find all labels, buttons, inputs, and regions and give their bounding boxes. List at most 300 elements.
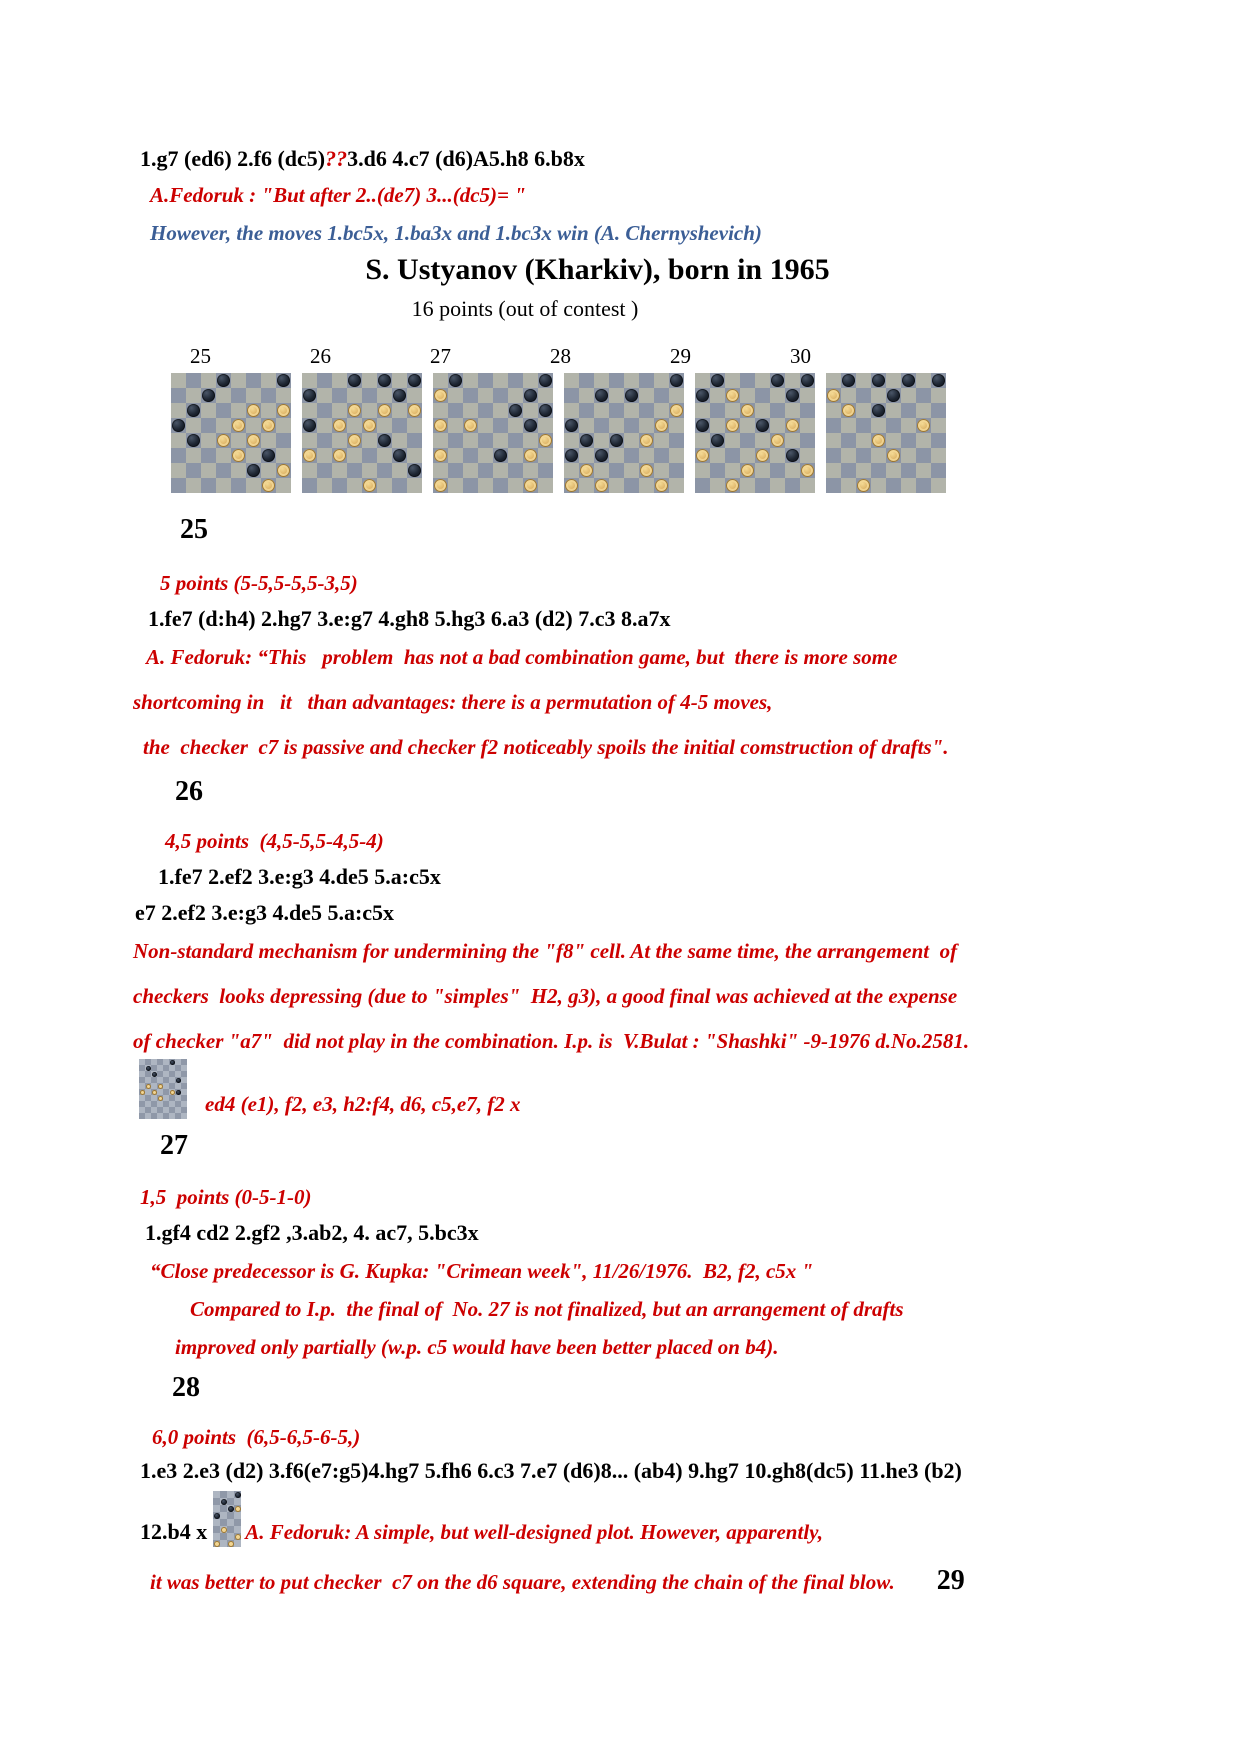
board-square [493, 418, 508, 433]
board-square [841, 463, 856, 478]
board-square [800, 403, 815, 418]
board-square [276, 388, 291, 403]
board-square [800, 388, 815, 403]
board-square [886, 373, 901, 388]
board-square [841, 478, 856, 493]
board-square [448, 463, 463, 478]
board-square [931, 418, 946, 433]
board-square [725, 433, 740, 448]
white-checker [235, 1534, 241, 1540]
board-square [362, 373, 377, 388]
black-checker [202, 389, 215, 402]
board-square [433, 463, 448, 478]
section-26-points: 4,5 points (4,5-5,5-4,5-4) [165, 829, 384, 853]
board-square [478, 403, 493, 418]
board-square [508, 448, 523, 463]
board-square [234, 1519, 241, 1526]
white-checker [277, 404, 290, 417]
section-26-comment-line: of checker "a7" did not play in the combination. I.p. is V.Bulat : "Shashki" -9-1976 d.No.2581. [133, 1029, 970, 1053]
board-square [609, 403, 624, 418]
board-square [916, 388, 931, 403]
board-square [886, 463, 901, 478]
board-square [710, 463, 725, 478]
black-checker [217, 374, 230, 387]
board-square [826, 403, 841, 418]
board-square [710, 388, 725, 403]
board-square [231, 403, 246, 418]
board-square [594, 463, 609, 478]
board-square [856, 418, 871, 433]
board-square [448, 403, 463, 418]
board-square [654, 433, 669, 448]
board-square [448, 388, 463, 403]
board-square [347, 448, 362, 463]
intro-moves-line [140, 145, 1240, 173]
board-square [710, 403, 725, 418]
black-checker [565, 419, 578, 432]
board-square [609, 478, 624, 493]
white-checker [524, 449, 537, 462]
board-square [856, 388, 871, 403]
white-checker [232, 419, 245, 432]
white-checker [756, 449, 769, 462]
black-checker [565, 449, 578, 462]
board-square [740, 478, 755, 493]
white-checker [771, 434, 784, 447]
board-square [478, 433, 493, 448]
board-square [841, 418, 856, 433]
board-square [710, 478, 725, 493]
board-square [695, 403, 710, 418]
board-square [710, 418, 725, 433]
black-checker [152, 1072, 157, 1077]
black-checker [176, 1078, 181, 1083]
board-square [261, 433, 276, 448]
board-square [770, 448, 785, 463]
section-25-number: 25 [180, 514, 208, 545]
black-checker [494, 449, 507, 462]
board-square [433, 373, 448, 388]
board-square [171, 388, 186, 403]
white-checker [232, 449, 245, 462]
board-square [201, 403, 216, 418]
board-square [347, 418, 362, 433]
intro-chernyshevich-note: However, the moves 1.bc5x, 1.ba3x and 1.bc3x win (A. Chernyshevich) [150, 221, 762, 245]
board-square [377, 418, 392, 433]
board-square [392, 373, 407, 388]
board-square [231, 463, 246, 478]
board-square [463, 433, 478, 448]
black-checker [524, 419, 537, 432]
white-checker [595, 479, 608, 492]
board-square [785, 433, 800, 448]
board-square [901, 403, 916, 418]
board-square [508, 433, 523, 448]
board-square [523, 403, 538, 418]
black-checker [696, 389, 709, 402]
section-26-note-row [139, 1059, 1240, 1119]
black-checker [408, 374, 421, 387]
board-square [508, 463, 523, 478]
black-checker [756, 419, 769, 432]
board-square [725, 373, 740, 388]
board-square [213, 1519, 220, 1526]
board-square [227, 1533, 234, 1540]
board-square [463, 448, 478, 463]
section-27-points: 1,5 points (0-5-1-0) [140, 1185, 312, 1209]
black-checker [595, 389, 608, 402]
board-square [594, 403, 609, 418]
board-square [317, 463, 332, 478]
board-square [639, 418, 654, 433]
board-square [216, 418, 231, 433]
white-checker [228, 1541, 234, 1547]
intro-question-marks: ?? [325, 146, 348, 171]
board-square [276, 418, 291, 433]
board-square [931, 463, 946, 478]
black-checker [801, 374, 814, 387]
section-25-comment-line: shortcoming in it than advantages: there is a permutation of 4-5 moves, [133, 690, 773, 714]
board-square [448, 478, 463, 493]
white-checker [539, 434, 552, 447]
board-square [463, 463, 478, 478]
board-square [227, 1526, 234, 1533]
board-square [392, 478, 407, 493]
board-square [594, 433, 609, 448]
board-square [886, 478, 901, 493]
white-checker [741, 464, 754, 477]
board-square [171, 433, 186, 448]
white-checker [262, 419, 275, 432]
board-square [347, 388, 362, 403]
board-square [785, 463, 800, 478]
black-checker [625, 389, 638, 402]
white-checker [640, 464, 653, 477]
board-square [594, 373, 609, 388]
board-square [234, 1498, 241, 1505]
white-checker [152, 1090, 157, 1095]
board-square [579, 388, 594, 403]
board-square [538, 478, 553, 493]
checkers-diagram-26 [302, 373, 422, 493]
black-checker [711, 374, 724, 387]
white-checker [565, 479, 578, 492]
board-square [755, 463, 770, 478]
board-square [886, 418, 901, 433]
board-square [609, 448, 624, 463]
board-square [654, 448, 669, 463]
checkers-diagram-27 [433, 373, 553, 493]
board-square [856, 373, 871, 388]
white-checker [434, 419, 447, 432]
board-square [740, 388, 755, 403]
board-square [740, 448, 755, 463]
board-square [478, 463, 493, 478]
section-25-points: 5 points (5-5,5-5,5-3,5) [160, 571, 358, 595]
board-square [433, 403, 448, 418]
board-square [362, 448, 377, 463]
board-square [624, 373, 639, 388]
board-square [317, 388, 332, 403]
board-square [332, 433, 347, 448]
board-square [538, 388, 553, 403]
board-square [538, 463, 553, 478]
section-27-comment-3: improved only partially (w.p. c5 would have been better placed on b4). [175, 1335, 779, 1359]
board-square [916, 433, 931, 448]
board-square [201, 373, 216, 388]
board-square [234, 1526, 241, 1533]
white-checker [726, 419, 739, 432]
board-square [463, 478, 478, 493]
board-square [261, 373, 276, 388]
board-square [916, 373, 931, 388]
board-square [755, 478, 770, 493]
intro-moves-pre: 1.g7 (ed6) 2.f6 (dc5) [140, 146, 326, 171]
board-square [579, 403, 594, 418]
board-square [856, 448, 871, 463]
board-square [594, 418, 609, 433]
board-square [669, 463, 684, 478]
white-checker [872, 434, 885, 447]
board-square [755, 403, 770, 418]
board-square [710, 448, 725, 463]
board-square [770, 403, 785, 418]
board-square [448, 448, 463, 463]
board-square [508, 478, 523, 493]
black-checker [303, 419, 316, 432]
section-25-moves: 1.fe7 (d:h4) 2.hg7 3.e:g7 4.gh8 5.hg3 6.a3 (d2) 7.c3 8.a7x [148, 606, 671, 631]
board-square [317, 403, 332, 418]
board-square [186, 373, 201, 388]
board-square [186, 388, 201, 403]
black-checker [393, 449, 406, 462]
board-square [362, 403, 377, 418]
board-square [579, 373, 594, 388]
black-checker [610, 434, 623, 447]
white-checker [842, 404, 855, 417]
section-27-number: 27 [160, 1130, 188, 1161]
white-checker [235, 1506, 241, 1512]
section-28-comment-1: A. Fedoruk: A simple, but well-designed plot. However, apparently, [245, 1520, 823, 1544]
white-checker [221, 1527, 227, 1533]
black-checker [509, 404, 522, 417]
black-checker [696, 419, 709, 432]
white-checker [726, 389, 739, 402]
board-square [448, 433, 463, 448]
section-27-comment-1: “Close predecessor is G. Kupka: "Crimean week", 11/26/1976. B2, f2, c5x " [150, 1259, 814, 1283]
board-square [800, 448, 815, 463]
board-square [856, 463, 871, 478]
board-square [407, 478, 422, 493]
checkers-diagram-25 [171, 373, 291, 493]
board-square [931, 478, 946, 493]
board-square [669, 433, 684, 448]
board-square [624, 448, 639, 463]
white-checker [786, 419, 799, 432]
board-square [181, 1113, 187, 1119]
section-28-note-row [140, 1491, 1240, 1547]
section-26-comment-line: checkers looks depressing (due to "simples" H2, g3), a good final was achieved at the expense [133, 984, 958, 1008]
board-square [901, 418, 916, 433]
white-checker [801, 464, 814, 477]
board-square [826, 478, 841, 493]
white-checker [333, 419, 346, 432]
board-square [231, 478, 246, 493]
black-checker [348, 374, 361, 387]
white-checker [917, 419, 930, 432]
board-square [317, 478, 332, 493]
board-square [201, 418, 216, 433]
black-checker [786, 449, 799, 462]
board-square [654, 463, 669, 478]
board-square [213, 1526, 220, 1533]
board-square [538, 448, 553, 463]
section-28-number: 28 [172, 1372, 200, 1403]
section-25-comment-line: A. Fedoruk: “This problem has not a bad combination game, but there is more some [146, 645, 898, 669]
board-square [493, 373, 508, 388]
board-square [639, 388, 654, 403]
board-square [171, 478, 186, 493]
board-square [332, 388, 347, 403]
board-square [901, 478, 916, 493]
board-square [916, 478, 931, 493]
white-checker [434, 479, 447, 492]
board-square [478, 478, 493, 493]
white-checker [655, 419, 668, 432]
black-checker [872, 374, 885, 387]
white-checker [464, 419, 477, 432]
board-square [931, 403, 946, 418]
black-checker [176, 1090, 181, 1095]
board-square [332, 478, 347, 493]
diagram-labels-row [190, 343, 1240, 369]
board-square [392, 433, 407, 448]
white-checker [170, 1090, 175, 1095]
white-checker [262, 479, 275, 492]
board-square [317, 418, 332, 433]
board-square [246, 448, 261, 463]
board-square [276, 433, 291, 448]
black-checker [887, 389, 900, 402]
board-square [624, 478, 639, 493]
white-checker [348, 434, 361, 447]
board-square [669, 418, 684, 433]
white-checker [158, 1084, 163, 1089]
board-square [579, 478, 594, 493]
board-square [508, 388, 523, 403]
board-square [362, 433, 377, 448]
inline-diagram-small [213, 1491, 241, 1547]
board-square [302, 403, 317, 418]
black-checker [228, 1506, 234, 1512]
board-square [740, 418, 755, 433]
black-checker [221, 1499, 227, 1505]
board-square [564, 373, 579, 388]
board-square [856, 403, 871, 418]
board-square [785, 373, 800, 388]
black-checker [449, 374, 462, 387]
board-square [407, 433, 422, 448]
page-title: S. Ustyanov (Kharkiv), born in 1965 [365, 253, 830, 286]
white-checker [146, 1084, 151, 1089]
board-square [508, 418, 523, 433]
board-square [186, 448, 201, 463]
black-checker [378, 434, 391, 447]
section-28-comment-2: it was better to put checker c7 on the d6 square, extending the chain of the final blow. [150, 1570, 895, 1594]
board-square [826, 418, 841, 433]
black-checker [902, 374, 915, 387]
board-square [220, 1512, 227, 1519]
board-square [579, 448, 594, 463]
board-square [609, 373, 624, 388]
board-square [332, 373, 347, 388]
white-checker [363, 419, 376, 432]
white-checker [217, 434, 230, 447]
board-square [770, 418, 785, 433]
board-square [213, 1491, 220, 1498]
board-square [246, 388, 261, 403]
board-square [246, 373, 261, 388]
board-square [220, 1491, 227, 1498]
board-square [201, 463, 216, 478]
board-square [871, 418, 886, 433]
board-square [755, 388, 770, 403]
diagram-label-26: 26 [310, 344, 331, 368]
board-square [347, 463, 362, 478]
section-26-moves-1: 1.fe7 2.ef2 3.e:g3 4.de5 5.a:c5x [158, 864, 441, 889]
board-square [302, 478, 317, 493]
white-checker [247, 434, 260, 447]
section-28-points: 6,0 points (6,5-6,5-6-5,) [152, 1425, 361, 1449]
board-square [639, 403, 654, 418]
board-square [407, 418, 422, 433]
board-square [302, 463, 317, 478]
board-square [669, 388, 684, 403]
black-checker [711, 434, 724, 447]
board-square [669, 478, 684, 493]
board-square [826, 463, 841, 478]
board-square [220, 1519, 227, 1526]
board-square [186, 418, 201, 433]
white-checker [524, 479, 537, 492]
board-square [654, 403, 669, 418]
board-square [695, 463, 710, 478]
board-square [493, 478, 508, 493]
board-square [261, 463, 276, 478]
black-checker [235, 1492, 241, 1498]
board-square [220, 1533, 227, 1540]
board-square [564, 463, 579, 478]
board-square [407, 388, 422, 403]
white-checker [303, 449, 316, 462]
board-square [871, 478, 886, 493]
board-square [493, 403, 508, 418]
white-checker [434, 449, 447, 462]
board-square [231, 373, 246, 388]
board-square [171, 403, 186, 418]
checkers-diagram-28 [564, 373, 684, 493]
white-checker [857, 479, 870, 492]
board-square [171, 463, 186, 478]
black-checker [172, 419, 185, 432]
board-square [276, 448, 291, 463]
white-checker [655, 479, 668, 492]
board-square [493, 463, 508, 478]
board-square [213, 1498, 220, 1505]
board-square [770, 463, 785, 478]
white-checker [696, 449, 709, 462]
checkers-diagram-29 [695, 373, 815, 493]
